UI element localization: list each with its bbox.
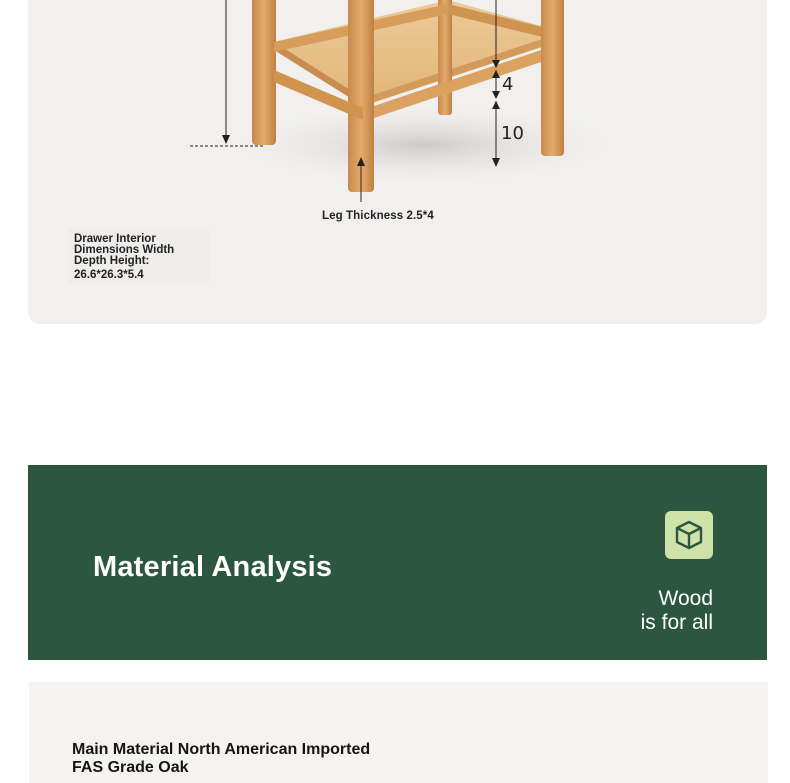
dimension-panel: [28, 0, 767, 324]
material-banner: [28, 465, 767, 660]
material-card: [29, 682, 768, 783]
cube-icon: [665, 511, 713, 559]
shelf-thickness-value: 4: [502, 74, 514, 95]
banner-title: Material Analysis: [93, 551, 333, 583]
main-material-text: Main Material North American Imported FAS Grade Oak: [72, 741, 371, 776]
back-leg-right: [438, 0, 452, 115]
back-leg-left: [252, 0, 276, 145]
front-leg-right: [541, 0, 564, 156]
shelf-height-value: 10: [501, 123, 524, 144]
leg-thickness-label: Leg Thickness 2.5*4: [322, 210, 434, 222]
banner-tagline: Wood is for all: [640, 587, 713, 634]
drawer-dimensions-label: Drawer Interior Dimensions Width Depth Height: 26.6*26.3*5.4: [74, 233, 175, 281]
